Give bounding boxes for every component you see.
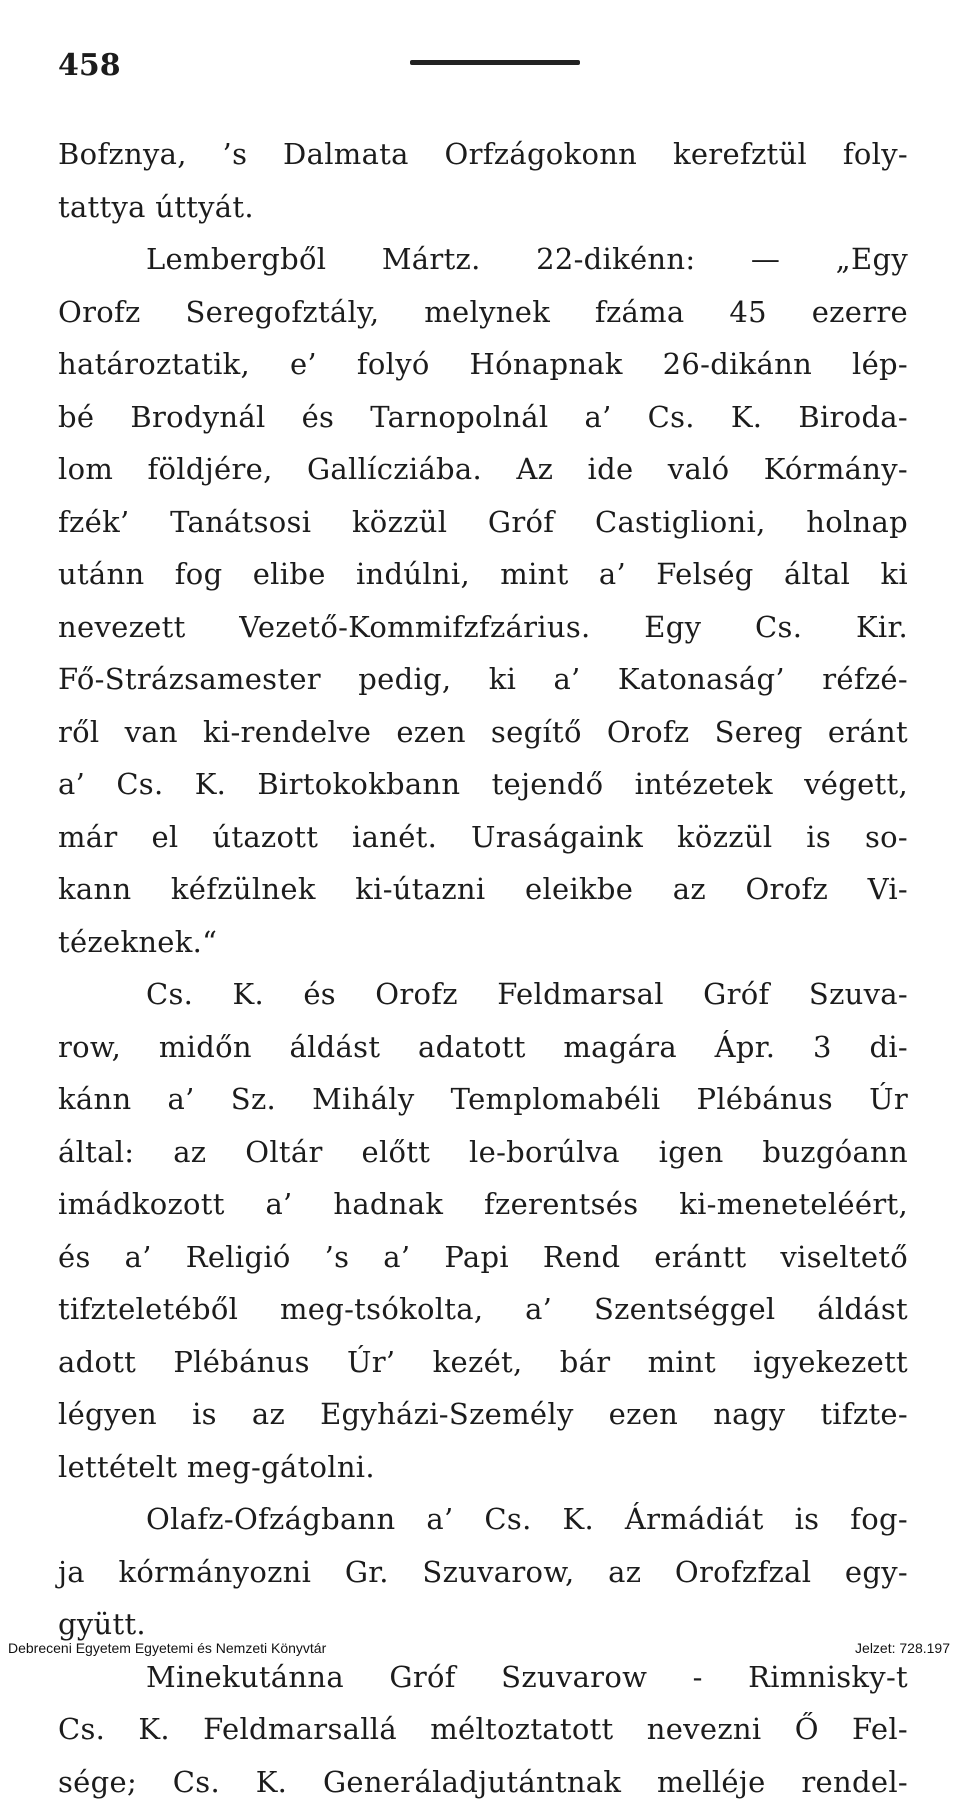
text-line: adott Plébánus Úr’ kezét, bár mint igyekezett bbox=[58, 1336, 908, 1389]
text-line: utánn fog elibe indúlni, mint a’ Felség által ki bbox=[58, 548, 908, 601]
text-line: nevezett Vezető-Kommifzfzárius. Egy Cs. Kir. bbox=[58, 601, 908, 654]
text-line: határoztatik, e’ folyó Hónapnak 26-dikánn lép- bbox=[58, 338, 908, 391]
text-line: Minekutánna Gróf Szuvarow - Rimnisky-t bbox=[58, 1651, 908, 1704]
text-line: Bofznya, ’s Dalmata Orfzágokonn kerefztül foly- bbox=[58, 128, 908, 181]
page-number: 458 bbox=[58, 48, 121, 83]
footer-library-name: Debreceni Egyetem Egyetemi és Nemzeti Könyvtár bbox=[8, 1640, 326, 1656]
text-line: által: az Oltár előtt le-borúlva igen buzgóann bbox=[58, 1126, 908, 1179]
text-line: imádkozott a’ hadnak fzerentsés ki-meneteléért, bbox=[58, 1178, 908, 1231]
text-line: fzék’ Tanátsosi közzül Gróf Castiglioni, holnap bbox=[58, 496, 908, 549]
text-line: már el útazott ianét. Uraságaink közzül is so- bbox=[58, 811, 908, 864]
text-line: Fő-Strázsamester pedig, ki a’ Katonaság’ réfzé- bbox=[58, 653, 908, 706]
text-line: Lembergből Mártz. 22-dikénn: — „Egy bbox=[58, 233, 908, 286]
text-line: gyütt. bbox=[58, 1598, 908, 1651]
text-line: lettételt meg-gátolni. bbox=[58, 1441, 908, 1494]
text-line: ja kórmányozni Gr. Szuvarow, az Orofzfzal egy- bbox=[58, 1546, 908, 1599]
footer-shelfmark: Jelzet: 728.197 bbox=[855, 1640, 950, 1656]
header-rule bbox=[410, 60, 580, 65]
text-line: tifzteletéből meg-tsókolta, a’ Szentséggel áldást bbox=[58, 1283, 908, 1336]
text-line: sége; Cs. K. Generáladjutántnak melléje rendel- bbox=[58, 1756, 908, 1808]
text-line: Cs. K. és Orofz Feldmarsal Gróf Szuva- bbox=[58, 968, 908, 1021]
text-line: és a’ Religió ’s a’ Papi Rend erántt viseltető bbox=[58, 1231, 908, 1284]
text-line: tattya úttyát. bbox=[58, 181, 908, 234]
text-line: bé Brodynál és Tarnopolnál a’ Cs. K. Biroda- bbox=[58, 391, 908, 444]
text-line: légyen is az Egyházi-Személy ezen nagy tifzte- bbox=[58, 1388, 908, 1441]
text-line: Olafz-Ofzágbann a’ Cs. K. Ármádiát is fog- bbox=[58, 1493, 908, 1546]
text-line: lom földjére, Gallícziába. Az ide való Kórmány- bbox=[58, 443, 908, 496]
text-line: kann kéfzülnek ki-útazni eleikbe az Orofz Vi- bbox=[58, 863, 908, 916]
body-text bbox=[58, 128, 908, 1808]
text-line: row, midőn áldást adatott magára Ápr. 3 di- bbox=[58, 1021, 908, 1074]
text-line: kánn a’ Sz. Mihály Templomabéli Plébánus Úr bbox=[58, 1073, 908, 1126]
text-line: ről van ki-rendelve ezen segítő Orofz Sereg eránt bbox=[58, 706, 908, 759]
text-line: a’ Cs. K. Birtokokbann tejendő intézetek végett, bbox=[58, 758, 908, 811]
text-line: Orofz Seregofztály, melynek fzáma 45 ezerre bbox=[58, 286, 908, 339]
text-line: Cs. K. Feldmarsallá méltoztatott nevezni Ő Fel- bbox=[58, 1703, 908, 1756]
text-line: tézeknek.“ bbox=[58, 916, 908, 969]
